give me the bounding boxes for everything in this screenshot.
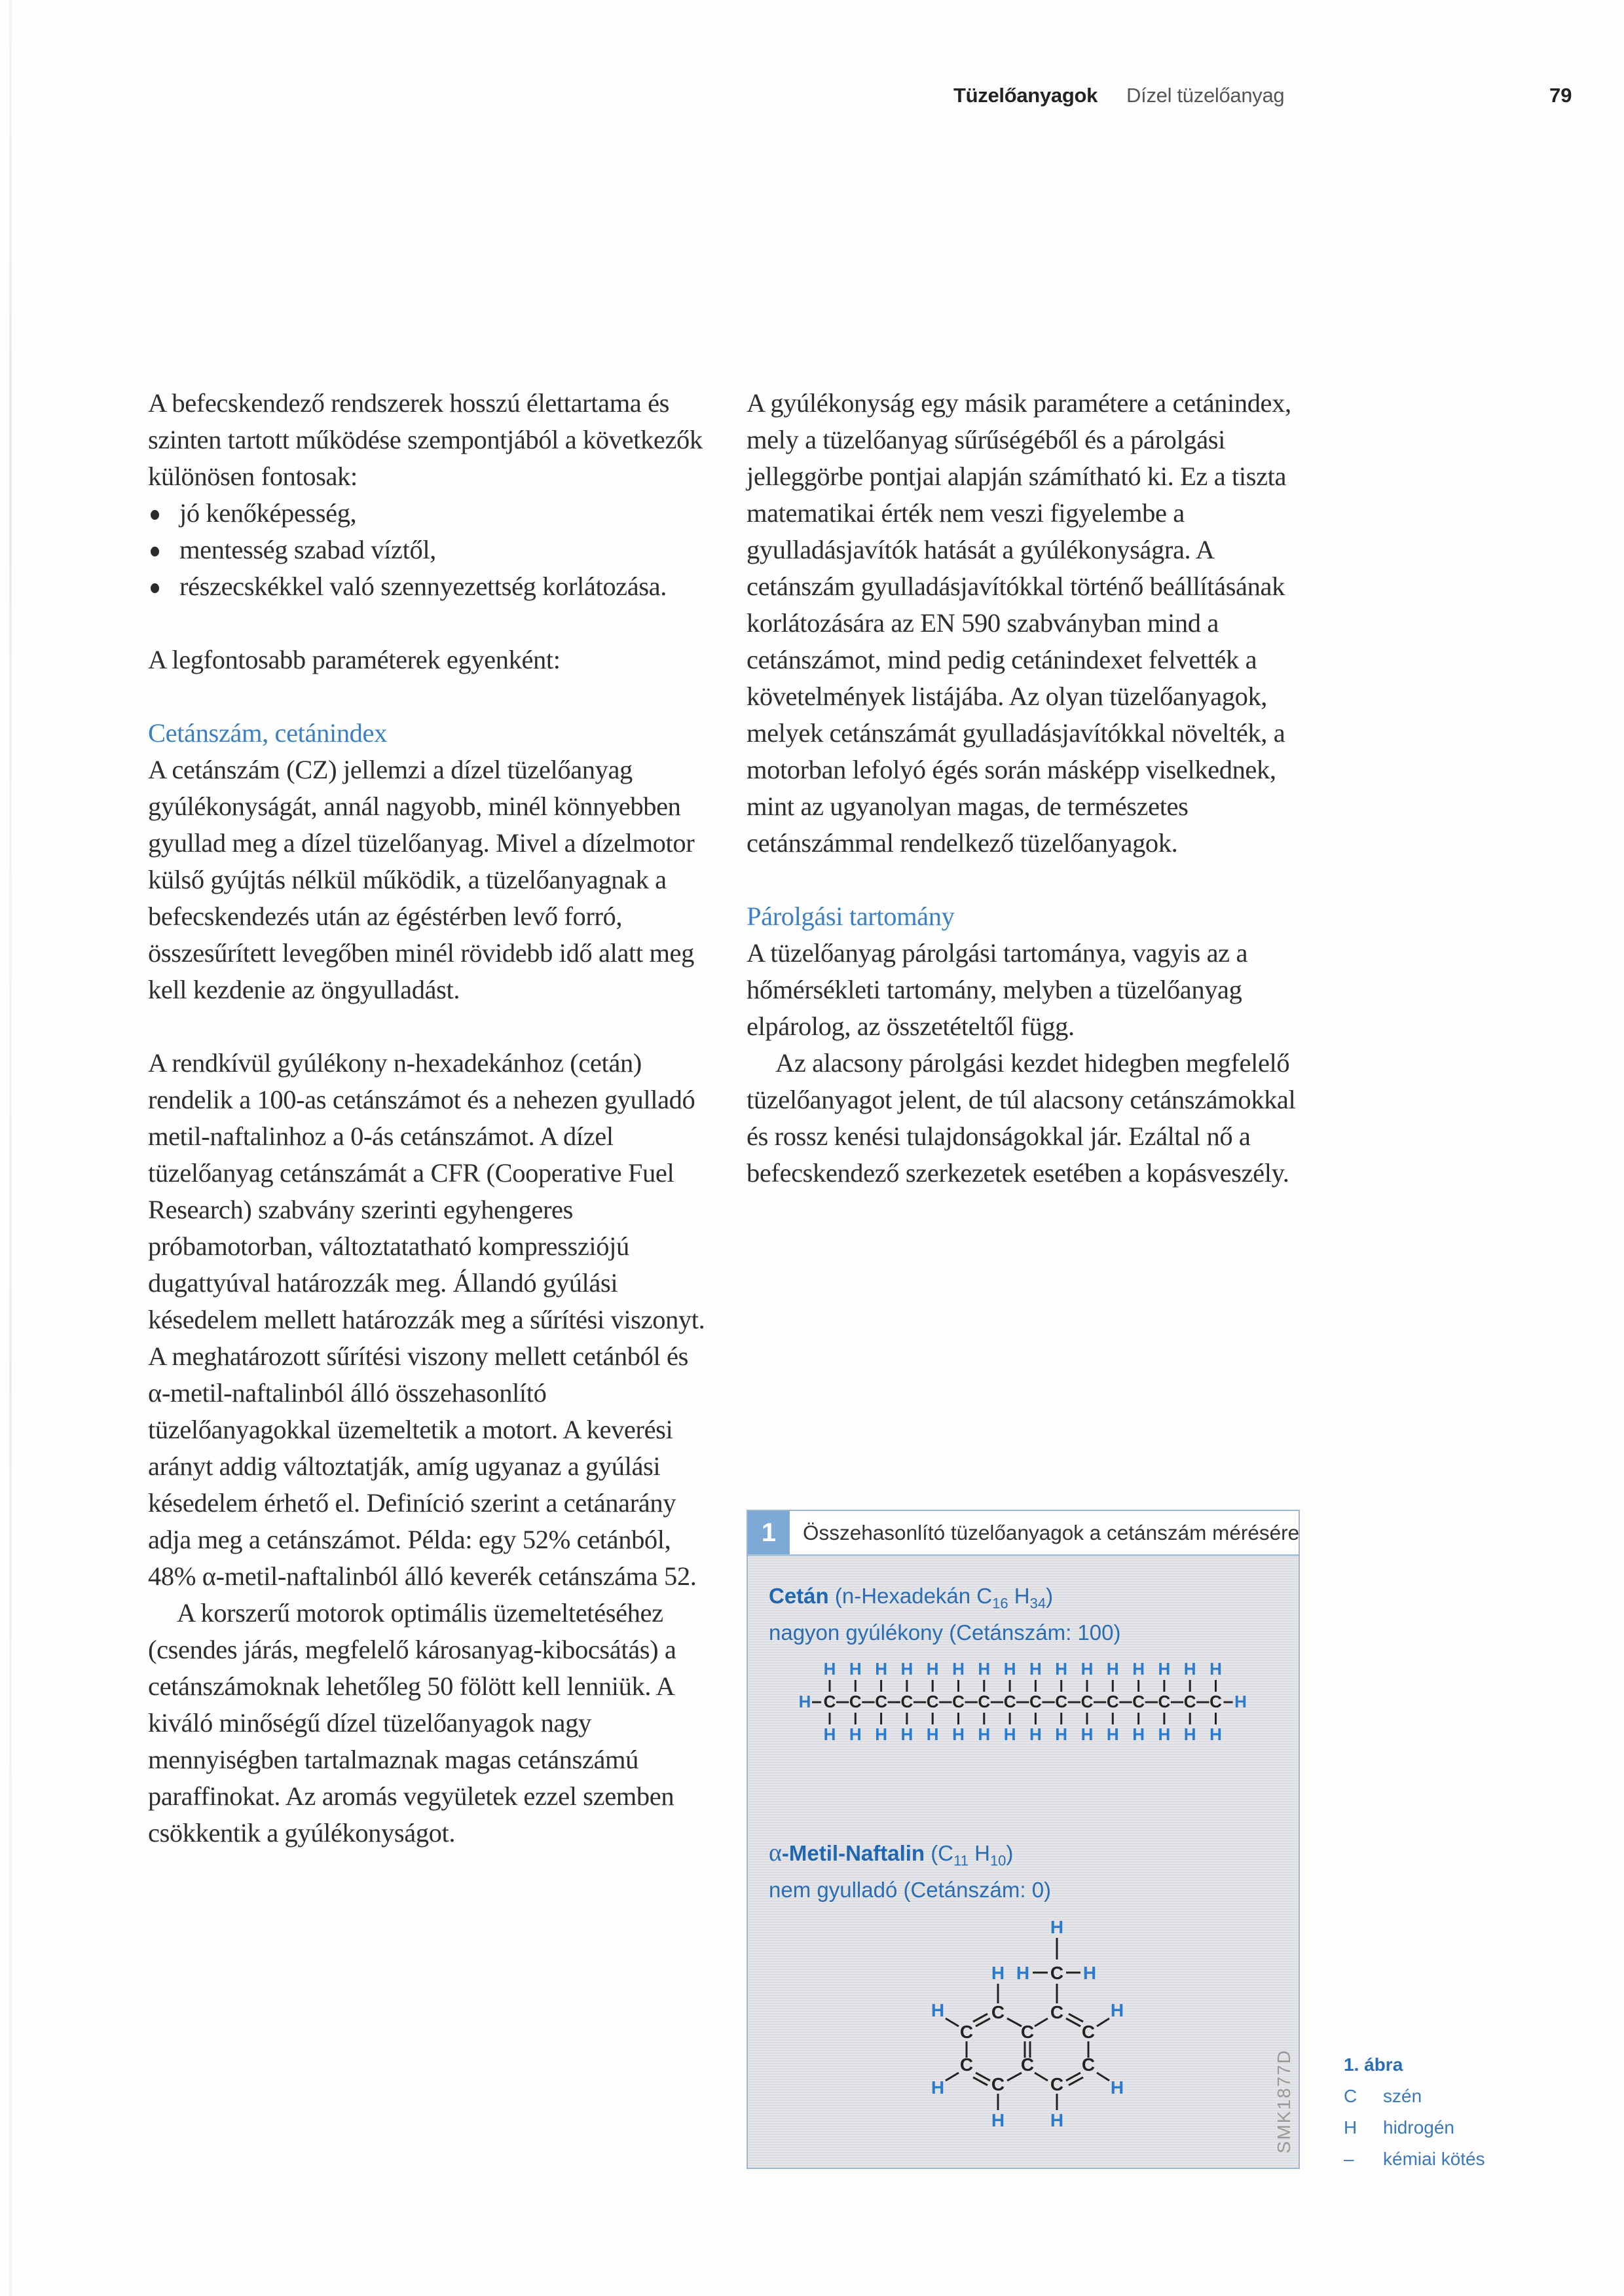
svg-text:H: H <box>1055 1659 1068 1679</box>
svg-text:C: C <box>1209 1692 1222 1711</box>
svg-text:H: H <box>900 1724 913 1744</box>
svg-text:H: H <box>1158 1659 1171 1679</box>
intro-paragraph: A befecskendező rendszerek hosszú élettartama és szinten tartott működése szempontjából a következők különösen fontosak: <box>148 388 703 491</box>
svg-text:H: H <box>926 1659 939 1679</box>
list-item: jó kenőképesség, <box>148 495 711 532</box>
paragraph-cetane-2: A rendkívül gyúlékony n-hexadekánhoz (cetán) rendelik a 100-as cetánszámot és a nehezen gyulladó metil-naftalinhoz a 0-ás cetánszámot. A dízel tüzelőanyag cetánszámát a CFR (Cooperative Fuel Research) szabvány szerinti egyhengeres próbamotorban, változtatatható kompressziójú dugattyúval határozzák meg. Állandó gyúlási késedelem mellett határozzák meg a sűrítési viszonyt. A meghatározott sűrítési viszony mellett cetánból és α-metil-naftalinból álló összehasonlító tüzelőanyagokkal üzemeltetik a motort. A keverési arányt addig változtatják, amíg ugyanaz a gyúlási késedelem érhető el. Definíció szerint a cetánarány adja meg a cetánszámot. Példa: egy 52% cetánból, 48% α-metil-naftalinból álló keverék cetánszáma 52. <box>148 1048 705 1591</box>
svg-text:H: H <box>1050 2110 1064 2130</box>
svg-text:H: H <box>1029 1659 1042 1679</box>
svg-text:H: H <box>823 1659 836 1679</box>
svg-text:C: C <box>1020 2022 1035 2042</box>
svg-text:H: H <box>1234 1692 1247 1711</box>
svg-text:H: H <box>931 2077 945 2098</box>
svg-text:C: C <box>1050 2002 1064 2022</box>
svg-text:H: H <box>952 1659 965 1679</box>
methylnaphthalene-structure-diagram <box>898 1910 1160 2133</box>
legend-title: 1. ábra <box>1344 2054 1403 2075</box>
svg-text:H: H <box>1080 1724 1094 1744</box>
svg-text:H: H <box>978 1724 991 1744</box>
bullet-icon <box>151 583 159 593</box>
svg-text:C: C <box>1029 1692 1042 1711</box>
cetane-description: nagyon gyúlékony (Cetánszám: 100) <box>769 1620 1121 1645</box>
svg-text:C: C <box>823 1692 836 1711</box>
svg-text:C: C <box>1050 1963 1064 1983</box>
figure-number-badge: 1 <box>748 1511 790 1554</box>
svg-text:C: C <box>926 1692 939 1711</box>
svg-text:H: H <box>991 2110 1005 2130</box>
svg-text:H: H <box>1003 1659 1016 1679</box>
params-intro: A legfontosabb paraméterek egyenként: <box>148 645 561 674</box>
figure-box <box>747 1510 1300 2169</box>
svg-text:H: H <box>1082 1963 1097 1983</box>
svg-text:C: C <box>1081 2022 1096 2042</box>
svg-text:C: C <box>900 1692 913 1711</box>
svg-text:H: H <box>875 1724 887 1744</box>
requirements-list <box>148 495 711 605</box>
svg-text:C: C <box>1158 1692 1171 1711</box>
svg-text:H: H <box>1029 1724 1042 1744</box>
svg-text:H: H <box>1183 1659 1196 1679</box>
scan-edge-artifact <box>9 0 12 2296</box>
svg-text:H: H <box>849 1724 862 1744</box>
svg-text:H: H <box>952 1724 965 1744</box>
bullet-icon <box>151 547 159 556</box>
bullet-icon <box>151 510 159 520</box>
figure-title: Összehasonlító tüzelőanyagok a cetánszám mérésére <box>803 1521 1300 1544</box>
svg-text:C: C <box>1055 1692 1068 1711</box>
cetane-label: Cetán (n-Hexadekán $C_{16}$ $H_{34}$) nagyon gyúlékony (Cetánszám: 100) <box>769 1584 1121 1645</box>
right-column <box>747 385 1310 1192</box>
svg-text:H: H <box>849 1659 862 1679</box>
svg-text:C: C <box>1080 1692 1094 1711</box>
svg-text:C: C <box>991 2002 1005 2022</box>
svg-text:C: C <box>1132 1692 1145 1711</box>
heading-cetane: Cetánszám, cetánindex <box>148 718 387 748</box>
list-item: részecskékkel való szennyezettség korlátozása. <box>148 568 711 605</box>
svg-text:C: C <box>1003 1692 1016 1711</box>
methylnaphthalene-description: nem gyulladó (Cetánszám: 0) <box>769 1877 1052 1902</box>
left-column <box>148 385 711 1851</box>
svg-text:H: H <box>823 1724 836 1744</box>
page-number: 79 <box>1549 84 1572 107</box>
svg-text:C: C <box>978 1692 991 1711</box>
methylnaphthalene-label: α-Metil-Naftalin ($C_{11}$ $H_{10}$) nem gyulladó (Cetánszám: 0) <box>769 1839 1052 1902</box>
svg-text:C: C <box>1020 2054 1035 2075</box>
paragraph-cetane-index: A gyúlékonyság egy másik paramétere a cetánindex, mely a tüzelőanyag sűrűségéből és a párolgási jelleggörbe pontjai alapján számítható ki. Ez a tiszta matematikai érték nem veszi figyelembe a gyulladásjavítók hatását a gyúlékonyságra. A cetánszám gyulladásjavítókkal történő beállításának korlátozására az EN 590 szabványban mind a cetánszámot, mind pedig cetánindexet felvették a követelmények listájába. Az olyan tüzelőanyagok, melyek cetánszámát gyulladásjavítókkal növelték, a motorban lefolyó égés során másképp viselkednek, mint az ugyanolyan magas, de természetes cetánszámmal rendelkező tüzelőanyagok. <box>747 388 1291 858</box>
legend-item: H hidrogén <box>1344 2117 1454 2138</box>
svg-text:H: H <box>1055 1724 1068 1744</box>
svg-text:C: C <box>1081 2054 1096 2075</box>
list-item: mentesség szabad víztől, <box>148 532 711 568</box>
svg-text:H: H <box>1209 1659 1222 1679</box>
svg-text:C: C <box>849 1692 862 1711</box>
svg-text:H: H <box>1110 2000 1124 2020</box>
svg-text:H: H <box>1132 1724 1145 1744</box>
svg-text:C: C <box>875 1692 887 1711</box>
svg-text:H: H <box>931 2000 945 2020</box>
svg-text:H: H <box>1080 1659 1094 1679</box>
svg-text:H: H <box>875 1659 887 1679</box>
svg-text:H: H <box>1106 1724 1119 1744</box>
svg-text:H: H <box>991 1963 1005 1983</box>
svg-text:C: C <box>1050 2074 1064 2094</box>
svg-text:H: H <box>1209 1724 1222 1744</box>
legend-item: C szén <box>1344 2086 1422 2106</box>
figure-legend <box>1344 2049 1485 2175</box>
svg-text:C: C <box>1106 1692 1119 1711</box>
svg-text:C: C <box>1183 1692 1196 1711</box>
running-header <box>953 84 1284 107</box>
svg-text:C: C <box>991 2074 1005 2094</box>
heading-evaporation: Párolgási tartomány <box>747 902 955 931</box>
svg-text:H: H <box>1132 1659 1145 1679</box>
svg-text:H: H <box>1158 1724 1171 1744</box>
svg-text:H: H <box>1050 1917 1064 1937</box>
legend-item: – kémiai kötés <box>1344 2149 1485 2169</box>
svg-text:C: C <box>959 2022 974 2042</box>
cetane-structure-diagram <box>748 1649 1299 1753</box>
svg-text:H: H <box>1003 1724 1016 1744</box>
svg-text:H: H <box>1110 2077 1124 2098</box>
paragraph-cetane-3: A korszerű motorok optimális üzemeltetéséhez (csendes járás, megfelelő károsanyag-kibocsátás) a cetánszámoknak lehetőleg 50 fölött kell lenniük. A kiváló minőségű dízel tüzelőanyagok nagy mennyiségben tartalmaznak magas cetánszámú paraffinokat. Az aromás vegyületek ezzel szemben csökkentik a gyúlékonyságot. <box>148 1598 676 1848</box>
paragraph-cetane-1: A cetánszám (CZ) jellemzi a dízel tüzelőanyag gyúlékonyságát, annál nagyobb, minél könnyebben gyullad meg a dízel tüzelőanyag. Mivel a dízelmotor külső gyújtás nélkül működik, a tüzelőanyagnak a befecskendezés után az égéstérben levő forró, összesűrített levegőben minél rövidebb idő alatt meg kell kezdenie az öngyulladást. <box>148 755 695 1004</box>
header-subsection: Dízel tüzelőanyag <box>1126 84 1285 107</box>
paragraph-evap-2: Az alacsony párolgási kezdet hidegben megfelelő tüzelőanyagot jelent, de túl alacsony cetánszámokkal és rossz kenési tulajdonságokkal jár. Ezáltal nő a befecskendező szerkezetek esetében a kopásveszély. <box>747 1048 1296 1188</box>
svg-text:C: C <box>959 2054 974 2075</box>
svg-text:C: C <box>952 1692 965 1711</box>
svg-text:H: H <box>1183 1724 1196 1744</box>
figure-code: SMK1877D <box>1274 2049 1294 2153</box>
svg-text:H: H <box>1016 1963 1030 1983</box>
svg-text:H: H <box>798 1692 811 1711</box>
header-section: Tüzelőanyagok <box>953 84 1098 107</box>
svg-text:H: H <box>926 1724 939 1744</box>
svg-text:H: H <box>978 1659 991 1679</box>
figure-header <box>748 1511 1299 1556</box>
paragraph-evap-1: A tüzelőanyag párolgási tartománya, vagyis az a hőmérsékleti tartomány, melyben a tüzelőanyag elpárolog, az összetételtől függ. <box>747 938 1248 1041</box>
svg-text:H: H <box>1106 1659 1119 1679</box>
svg-text:H: H <box>900 1659 913 1679</box>
